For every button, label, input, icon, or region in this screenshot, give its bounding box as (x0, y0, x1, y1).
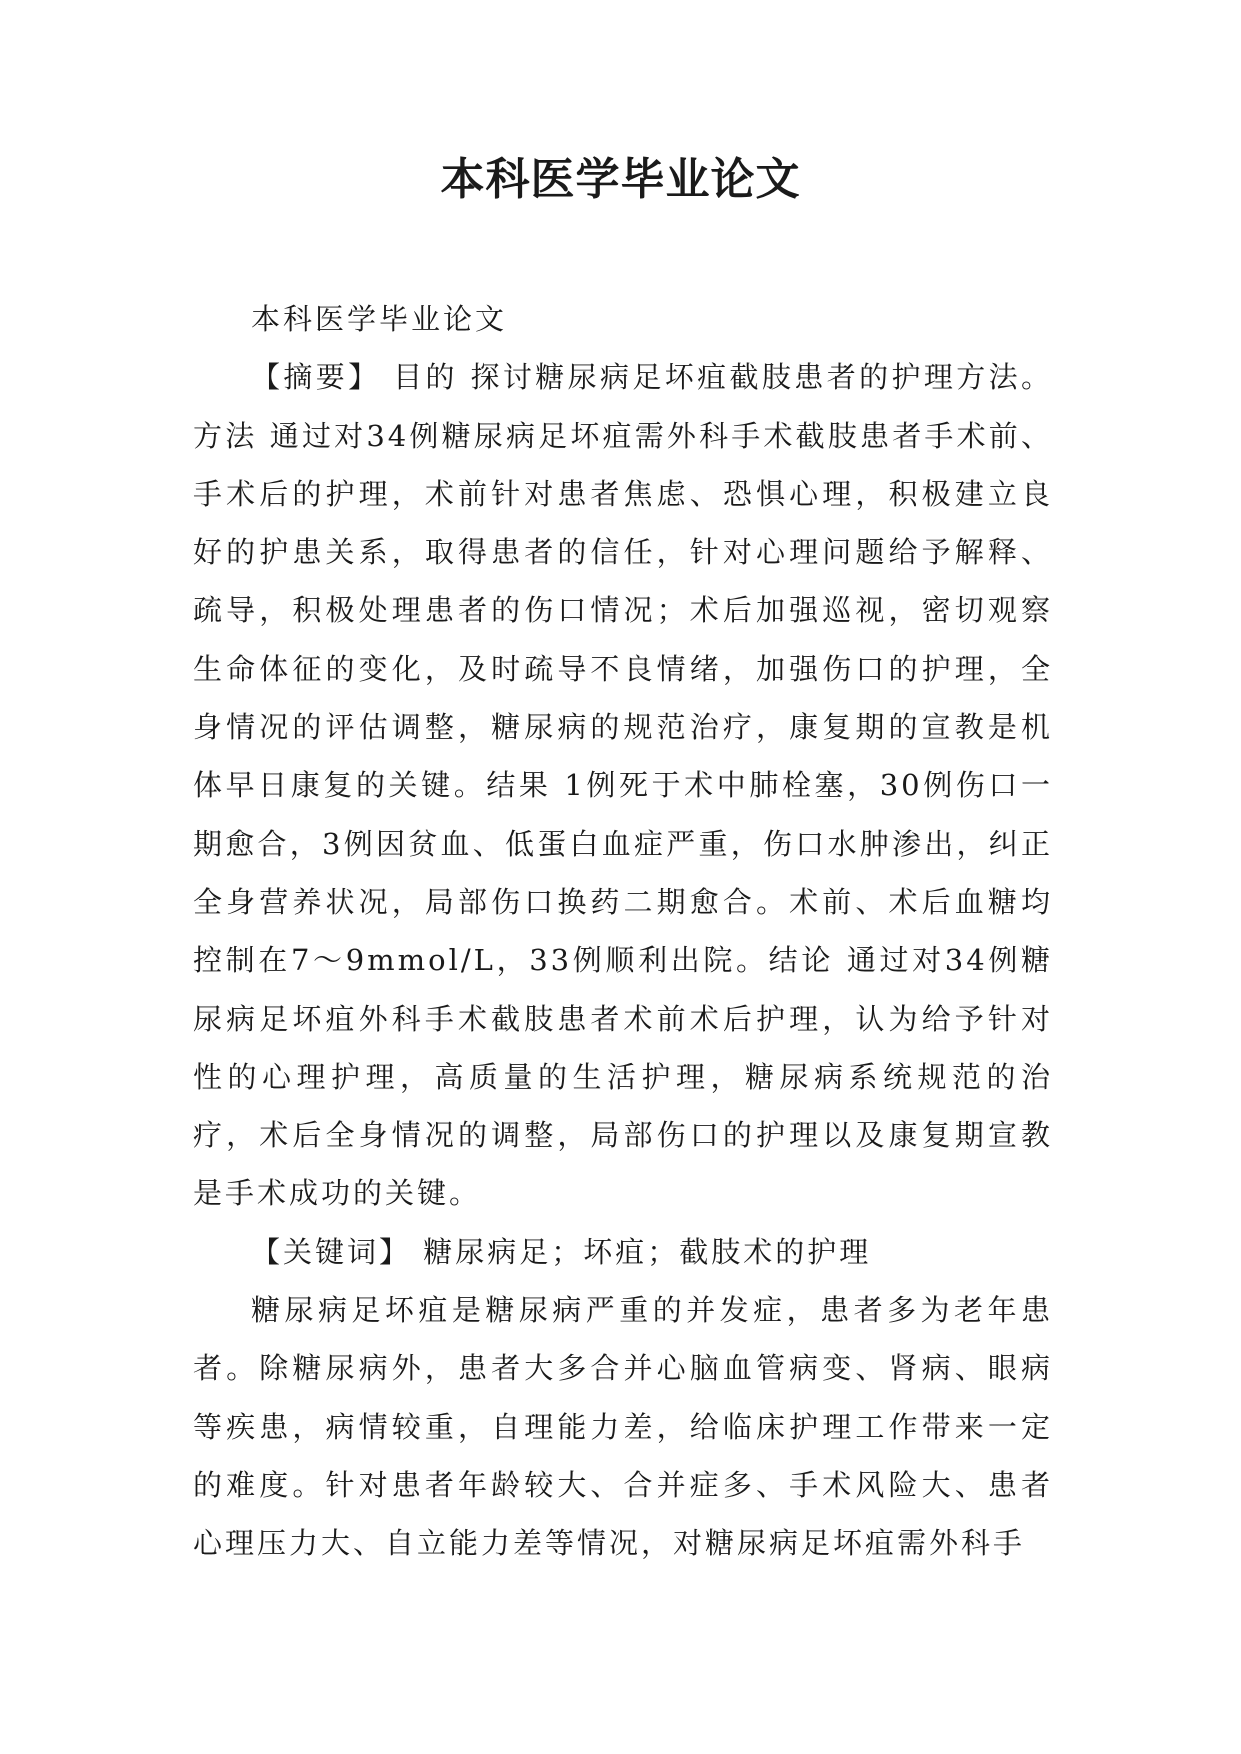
paragraph-subtitle: 本科医学毕业论文 (251, 302, 508, 336)
document-body (193, 290, 1053, 1573)
document-title: 本科医学毕业论文 (440, 154, 801, 205)
paragraph-introduction: 糖尿病足坏疽是糖尿病严重的并发症，患者多为老年患者。除糖尿病外，患者大多合并心脑血管病变、肾病、眼病等疾患，病情较重，自理能力差，给临床护理工作带来一定的难度。针对患者年龄较大、合并症多、手术风险大、患者心理压力大、自立能力差等情况，对糖尿病足坏疽需外科手 (193, 1293, 1053, 1561)
paragraph-abstract: 【摘要】 目的 探讨糖尿病足坏疽截肢患者的护理方法。方法 通过对34例糖尿病足坏疽需外科手术截肢患者手术前、手术后的护理，术前针对患者焦虑、恐惧心理，积极建立良好的护患关系，取得患者的信任，针对心理问题给予解释、疏导，积极处理患者的伤口情况；术后加强巡视，密切观察生命体征的变化，及时疏导不良情绪，加强伤口的护理，全身情况的评估调整，糖尿病的规范治疗，康复期的宣教是机体早日康复的关键。结果 1例死于术中肺栓塞，30例伤口一期愈合，3例因贫血、低蛋白血症严重，伤口水肿渗出，纠正全身营养状况，局部伤口换药二期愈合。术前、术后血糖均控制在7～9mmol/L，33例顺利出院。结论 通过对34例糖尿病足坏疽外科手术截肢患者术前术后护理，认为给予针对性的心理护理，高质量的生活护理，糖尿病系统规范的治疗，术后全身情况的调整，局部伤口的护理以及康复期宣教是手术成功的关键。 (193, 360, 1053, 1211)
paragraph-keywords: 【关键词】 糖尿病足；坏疽；截肢术的护理 (251, 1234, 872, 1269)
